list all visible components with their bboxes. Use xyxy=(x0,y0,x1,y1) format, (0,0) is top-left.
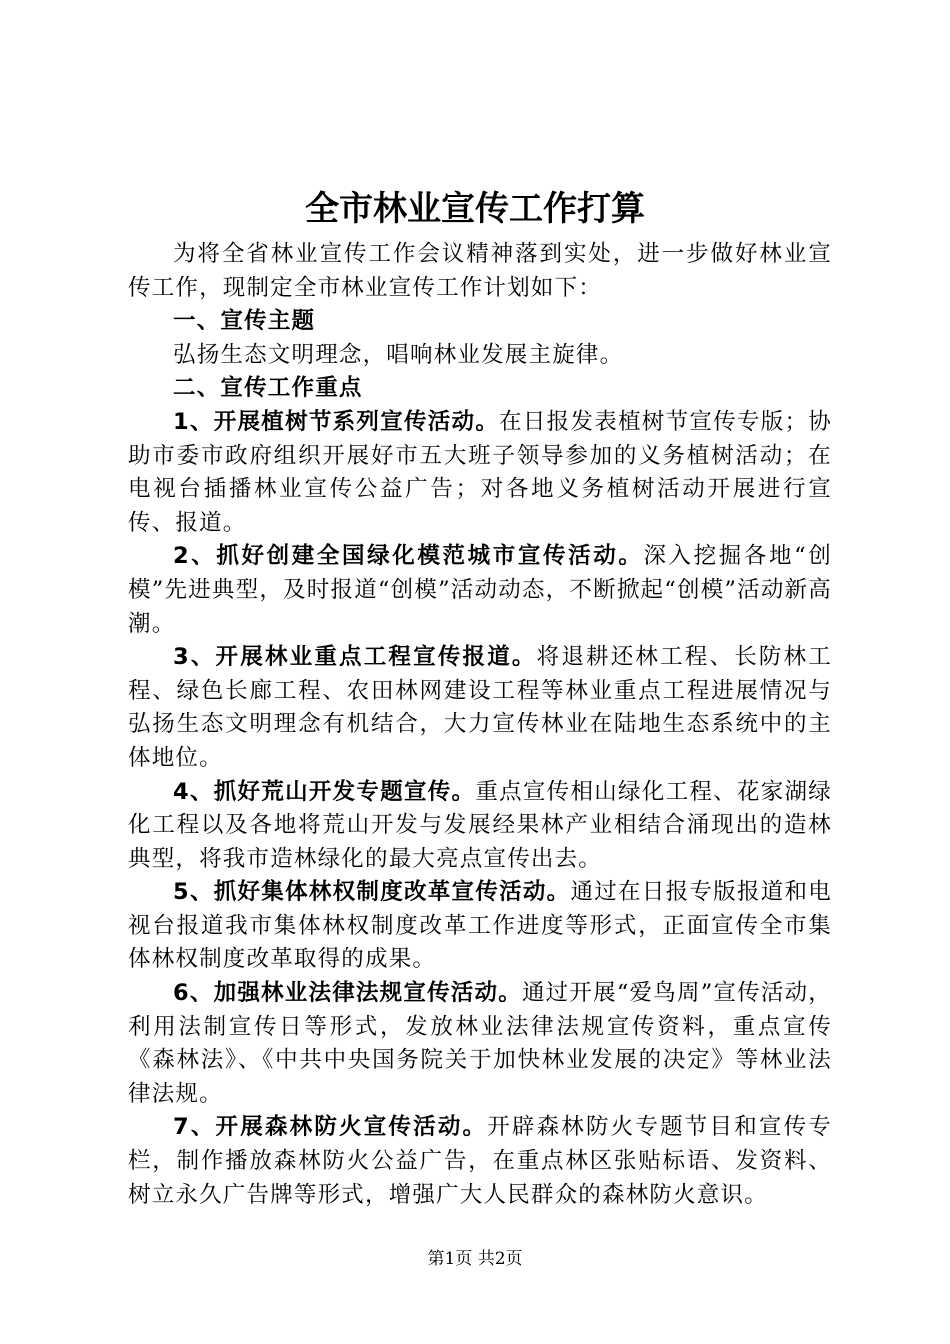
focus-item-text: 在日报发表植树节宣传专版；协助市委市政府组织开展好市五大班子领导参加的义务植树活动；在电视台插播林业宣传公益广告；对各地义务植树活动开展进行宣传、报道。 xyxy=(128,408,832,536)
section-heading-focus: 二、宣传工作重点 xyxy=(173,375,363,402)
focus-item xyxy=(128,1111,832,1212)
focus-item-text: 重点宣传相山绿化工程、花家湖绿化工程以及各地将荒山开发与发展经果林产业相结合涌现出的造林典型，将我市造林绿化的最大亮点宣传出去。 xyxy=(128,778,832,872)
focus-item-text: 开辟森林防火专题节目和宣传专栏，制作播放森林防火公益广告，在重点林区张贴标语、发资料、树立永久广告牌等形式，增强广大人民群众的森林防火意识。 xyxy=(128,1114,832,1208)
focus-item-text: 将退耕还林工程、长防林工程、绿色长廊工程、农田林网建设工程等林业重点工程进展情况与弘扬生态文明理念有机结合，大力宣传林业在陆地生态系统中的主体地位。 xyxy=(128,644,832,771)
focus-item-lead: 6、加强林业法律法规宣传活动。 xyxy=(173,980,522,1007)
document-title: 全市林业宣传工作打算 xyxy=(305,189,645,229)
focus-item xyxy=(128,977,832,1111)
theme-paragraph: 弘扬生态文明理念，唱响林业发展主旋律。 xyxy=(173,341,624,368)
intro-paragraph: 为将全省林业宣传工作会议精神落到实处，进一步做好林业宣传工作，现制定全市林业宣传工作计划如下： xyxy=(128,241,832,301)
focus-item-lead: 4、抓好荒山开发专题宣传。 xyxy=(173,778,476,805)
focus-item xyxy=(128,876,832,977)
focus-item-lead: 2、抓好创建全国绿化模范城市宣传活动。 xyxy=(173,543,644,570)
focus-item-lead: 3、开展林业重点工程宣传报道。 xyxy=(173,644,537,671)
focus-item-text: 通过在日报专版报道和电视台报道我市集体林权制度改革工作进度等形式，正面宣传全市集体林权制度改革取得的成果。 xyxy=(128,879,832,973)
section-heading-theme: 一、宣传主题 xyxy=(173,308,316,335)
focus-item xyxy=(128,641,832,775)
focus-item xyxy=(128,776,832,877)
focus-item xyxy=(128,406,832,540)
focus-item-text: 通过开展“爱鸟周”宣传活动，利用法制宣传日等形式，发放林业法律法规宣传资料，重点宣传《森林法》、《中共中央国务院关于加快林业发展的决定》等林业法律法规。 xyxy=(128,980,833,1107)
focus-item-lead: 1、开展植树节系列宣传活动。 xyxy=(173,408,500,435)
focus-item-lead: 7、开展森林防火宣传活动。 xyxy=(173,1114,488,1141)
page-footer: 第1页 共2页 xyxy=(427,1249,523,1269)
focus-item-text: 深入挖掘各地“创模”先进典型，及时报道“创模”活动动态，不断掀起“创模”活动新高潮。 xyxy=(128,543,832,637)
focus-item xyxy=(128,540,832,641)
document-body xyxy=(128,238,832,1212)
focus-item-lead: 5、抓好集体林权制度改革宣传活动。 xyxy=(173,879,571,906)
